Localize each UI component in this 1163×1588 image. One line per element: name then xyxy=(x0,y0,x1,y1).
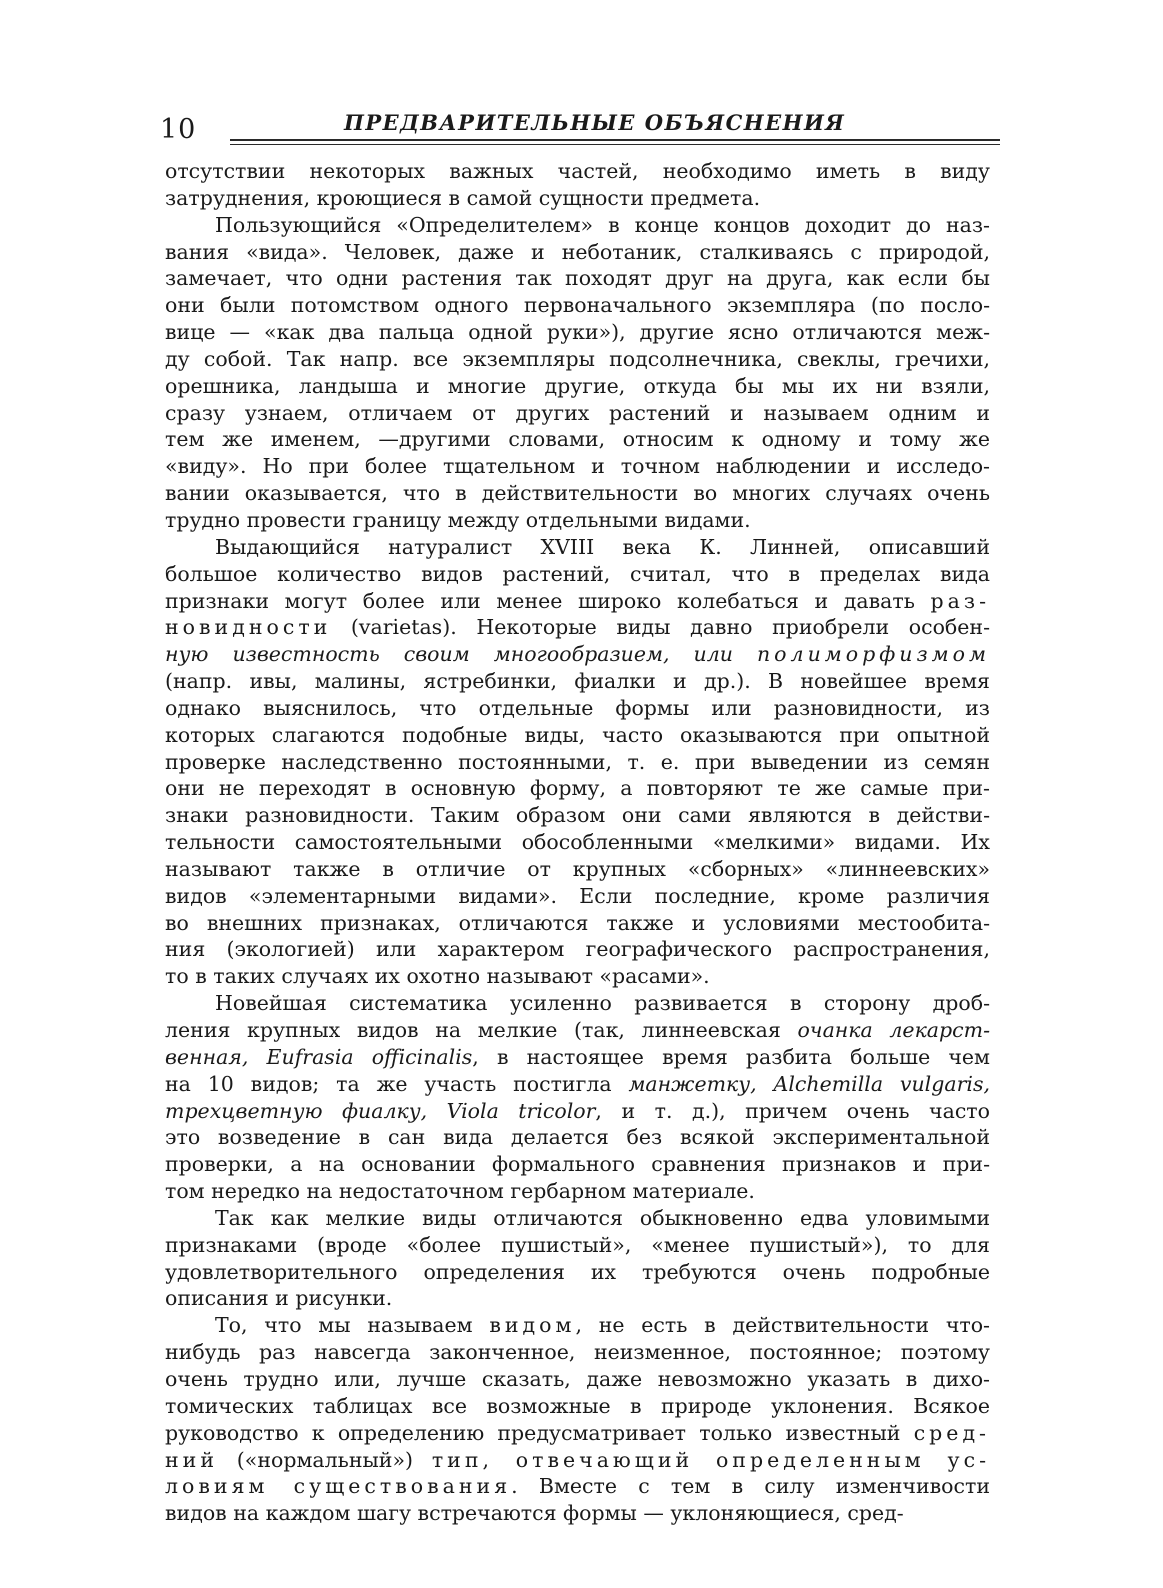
header-rule xyxy=(230,139,1000,141)
text-line xyxy=(165,936,990,963)
text-line xyxy=(165,1420,990,1447)
paragraph xyxy=(165,212,990,534)
text-run: вания «вида». Человек, даже и неботаник, сталкиваясь с природой, xyxy=(165,239,990,264)
text-line xyxy=(165,534,990,561)
paragraph xyxy=(165,158,990,212)
text-run: том нередко на недостаточном гербарном материале. xyxy=(165,1179,755,1204)
text-run: видов «элементарными видами». Если последние, кроме различия xyxy=(165,883,990,908)
text-run: новидности xyxy=(165,615,332,640)
text-line xyxy=(165,695,990,722)
text-line xyxy=(165,990,990,1017)
text-run: называют также в отличие от крупных «сборных» «линнеевских» xyxy=(165,856,990,881)
text-run: Выдающийся натуралист XVIII века К. Линней, описавший xyxy=(215,534,990,559)
text-line xyxy=(165,561,990,588)
text-line xyxy=(165,963,990,990)
text-line xyxy=(165,1124,990,1151)
text-line xyxy=(165,507,990,534)
text-run: которых слагаются подобные виды, часто оказываются при опытной xyxy=(165,722,990,747)
text-run: Так как мелкие виды отличаются обыкновенно едва уловимыми xyxy=(215,1205,990,1230)
text-line xyxy=(165,1232,990,1259)
text-run: («нормальный») xyxy=(218,1447,432,1472)
text-run: , не есть в действительности что- xyxy=(575,1313,990,1338)
text-line xyxy=(165,265,990,292)
text-run: то в таких случаях их охотно называют «расами». xyxy=(165,964,710,989)
text-run: видом xyxy=(489,1313,576,1338)
text-run: «виду». Но при более тщательном и точном наблюдении и исследо- xyxy=(165,454,990,479)
text-run: . Вместе с тем в силу изменчивости xyxy=(511,1474,990,1499)
text-run: томических таблицах все возможные в природе уклонения. Всякое xyxy=(165,1393,990,1418)
text-line xyxy=(165,292,990,319)
text-run: (напр. ивы, малины, ястребинки, фиалки и др.). В новейшее время xyxy=(165,669,990,694)
text-run: нибудь раз навсегда законченное, неизменное, постоянное; поэтому xyxy=(165,1340,990,1365)
text-line xyxy=(165,1017,990,1044)
body-text xyxy=(165,158,990,1527)
text-run: очень трудно или, лучше сказать, даже невозможно указать в дихо- xyxy=(165,1366,990,1391)
text-run: признаками (вроде «более пушистый», «менее пушистый»), то для xyxy=(165,1232,990,1257)
text-run: тип, отвечающий определенным ус- xyxy=(431,1447,990,1472)
text-run: сразу узнаем, отличаем от других растений и называем одним и xyxy=(165,400,990,425)
text-run: ния (экологией) или характером географического распространения, xyxy=(165,937,990,962)
text-line xyxy=(165,641,990,668)
text-line xyxy=(165,1473,990,1500)
text-line xyxy=(165,614,990,641)
text-line xyxy=(165,775,990,802)
text-run: руководство к определению предусматривает только известный xyxy=(165,1420,914,1445)
text-run: , и т. д.), причем очень часто xyxy=(595,1098,990,1123)
text-run: они не переходят в основную форму, а повторяют те же самые при- xyxy=(165,776,990,801)
text-run: Новейшая систематика усиленно развивается в сторону дроб- xyxy=(215,991,990,1016)
text-line xyxy=(165,1044,990,1071)
text-run: ную известность своим многообразием, или xyxy=(165,642,757,667)
text-line xyxy=(165,1447,990,1474)
text-line xyxy=(165,426,990,453)
text-run: ду собой. Так напр. все экземпляры подсолнечника, свеклы, гречихи, xyxy=(165,346,990,371)
text-run: тем же именем, —другими словами, относим к одному и тому же xyxy=(165,427,990,452)
text-line xyxy=(165,802,990,829)
text-line xyxy=(165,1259,990,1286)
text-line xyxy=(165,158,990,185)
text-line xyxy=(165,212,990,239)
text-run: удовлетворительного определения их требуются очень подробные xyxy=(165,1259,990,1284)
text-run: это возведение в сан вида делается без всякой экспериментальной xyxy=(165,1125,990,1150)
text-run: раз- xyxy=(930,588,990,613)
paragraph xyxy=(165,534,990,990)
text-run: проверке наследственно постоянными, т. е. при выведении из семян xyxy=(165,749,990,774)
text-run: они были потомством одного первоначального экземпляра (по посло- xyxy=(165,293,990,318)
text-run: описания и рисунки. xyxy=(165,1286,393,1311)
text-run: проверки, а на основании формального сравнения признаков и при- xyxy=(165,1152,990,1177)
text-run: манжетку, Alchemilla vulgaris, xyxy=(628,1071,990,1096)
page-number: 10 xyxy=(160,114,197,145)
text-run: затруднения, кроющиеся в самой сущности предмета. xyxy=(165,185,761,210)
text-line xyxy=(165,1071,990,1098)
text-run: полиморфизмом xyxy=(756,642,990,667)
text-run: вании оказывается, что в действительности во многих случаях очень xyxy=(165,481,990,506)
text-run: ловиям существования xyxy=(165,1474,512,1499)
text-line xyxy=(165,373,990,400)
text-line xyxy=(165,1178,990,1205)
text-run: , в настоящее время разбита больше чем xyxy=(472,1044,990,1069)
text-run: ний xyxy=(165,1447,218,1472)
text-line xyxy=(165,239,990,266)
paragraph xyxy=(165,990,990,1205)
text-run: (varietas). Некоторые виды давно приобрели особен- xyxy=(331,615,990,640)
running-title: ПРЕДВАРИТЕЛЬНЫЕ ОБЪЯСНЕНИЯ xyxy=(344,110,846,135)
text-line xyxy=(165,1393,990,1420)
text-line xyxy=(165,910,990,937)
text-line xyxy=(165,453,990,480)
text-run: тельности самостоятельными обособленными «мелкими» видами. Их xyxy=(165,830,990,855)
text-run: большое количество видов растений, считал, что в пределах вида xyxy=(165,561,990,586)
text-run: знаки разновидности. Таким образом они сами являются в действи- xyxy=(165,803,990,828)
text-line xyxy=(165,1205,990,1232)
text-run: Пользующийся «Определителем» в конце концов доходит до наз- xyxy=(215,212,990,237)
text-line xyxy=(165,883,990,910)
text-line xyxy=(165,588,990,615)
text-line xyxy=(165,346,990,373)
text-line xyxy=(165,1312,990,1339)
page-header xyxy=(158,108,998,148)
text-run: ления крупных видов на мелкие (так, линнеевская xyxy=(165,1018,798,1042)
text-line xyxy=(165,185,990,212)
text-line xyxy=(165,1339,990,1366)
text-run: отсутствии некоторых важных частей, необходимо иметь в виду xyxy=(165,159,990,183)
text-run: на 10 видов; та же участь постигла xyxy=(165,1071,629,1096)
text-run: замечает, что одни растения так походят друг на друга, как если бы xyxy=(165,266,990,291)
text-run: признаки могут более или менее широко колебаться и давать xyxy=(165,588,931,613)
text-run: трудно провести границу между отдельными видами. xyxy=(165,507,751,532)
text-line xyxy=(165,1285,990,1312)
text-line xyxy=(165,480,990,507)
text-line xyxy=(165,668,990,695)
text-run: венная, Eufrasia officinalis xyxy=(165,1044,473,1069)
text-line xyxy=(165,1500,990,1527)
text-run: То, что мы называем xyxy=(215,1313,490,1338)
text-run: видов на каждом шагу встречаются формы — уклоняющиеся, сред- xyxy=(165,1501,904,1526)
text-line xyxy=(165,749,990,776)
text-run: однако выяснилось, что отдельные формы или разновидности, из xyxy=(165,695,990,720)
text-run: сред- xyxy=(913,1420,990,1445)
paragraph xyxy=(165,1205,990,1312)
text-line xyxy=(165,1151,990,1178)
text-line xyxy=(165,1366,990,1393)
text-run: трехцветную фиалку, Viola tricolor xyxy=(165,1098,596,1123)
text-run: вице — «как два пальца одной руки»), другие ясно отличаются меж- xyxy=(165,320,990,345)
text-line xyxy=(165,722,990,749)
text-line xyxy=(165,829,990,856)
text-line xyxy=(165,1098,990,1125)
text-line xyxy=(165,319,990,346)
text-line xyxy=(165,856,990,883)
text-run: очанка лекарст- xyxy=(797,1018,990,1042)
header-rule-thin xyxy=(230,144,1000,145)
text-run: во внешних признаках, отличаются также и условиями местообита- xyxy=(165,910,990,935)
text-line xyxy=(165,400,990,427)
text-run: орешника, ландыша и многие другие, откуда бы мы их ни взяли, xyxy=(165,373,990,398)
paragraph xyxy=(165,1312,990,1527)
